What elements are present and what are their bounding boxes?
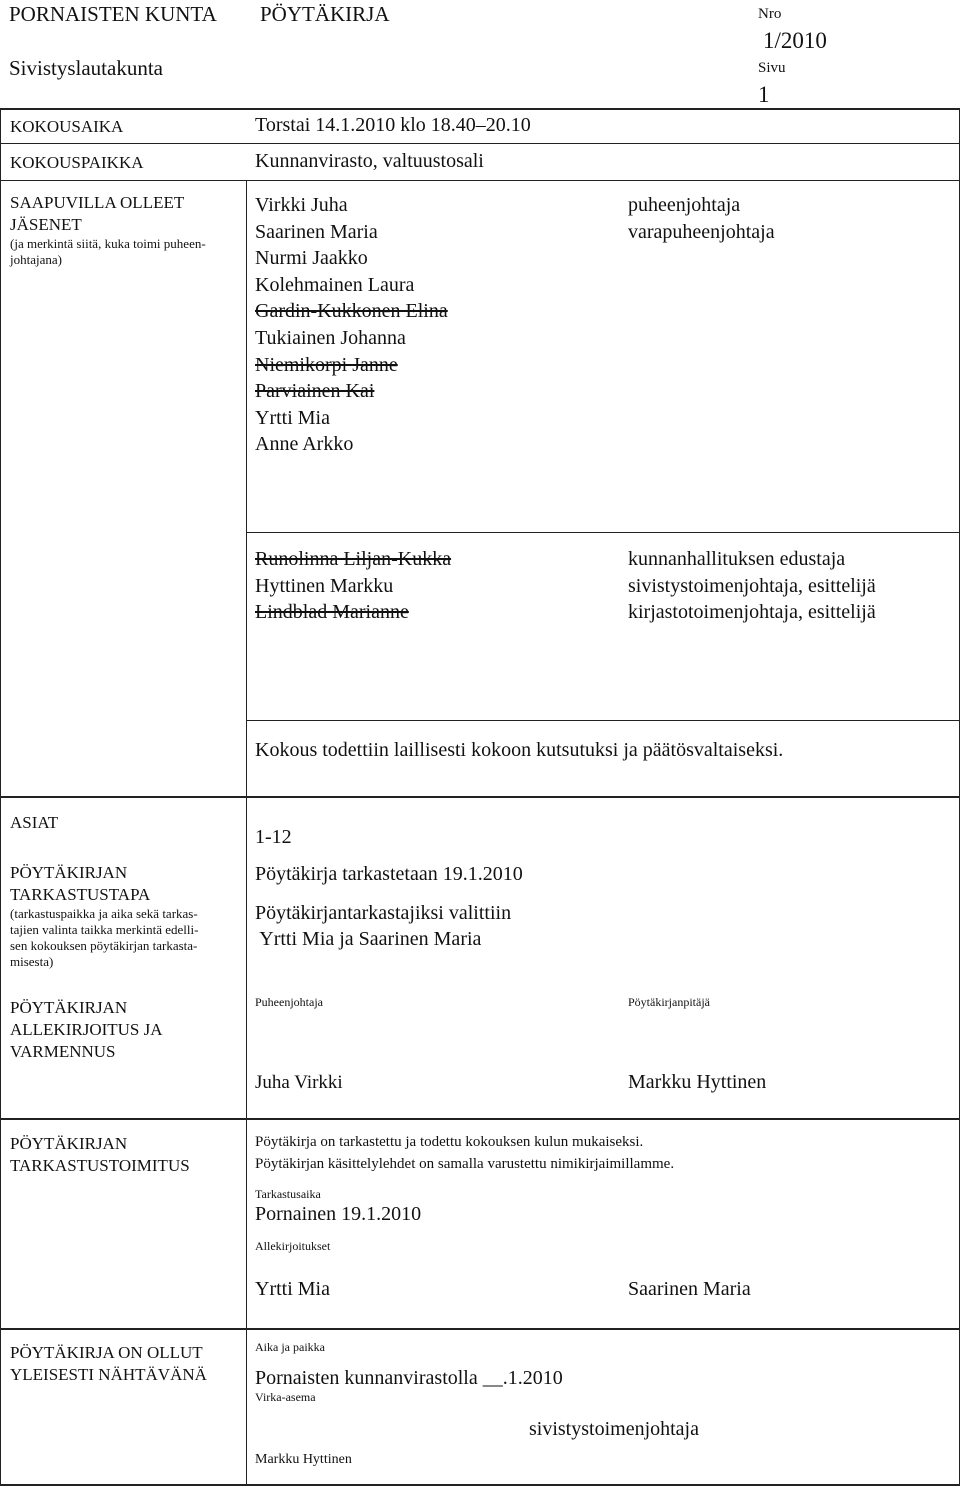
member-role <box>628 300 775 327</box>
nahtavana-signer: Markku Hyttinen <box>255 1452 352 1467</box>
divider-line <box>0 143 960 144</box>
member-name: Gardin-Kukkonen Elina <box>255 300 448 323</box>
attendee-role: kunnanhallituksen edustaja <box>628 548 846 570</box>
tarkastustapa-note: misesta) <box>10 954 54 969</box>
signer-name: Yrtti Mia <box>255 1278 330 1300</box>
signer-name: Saarinen Maria <box>628 1278 751 1300</box>
board-name: Sivistyslautakunta <box>9 56 163 80</box>
quorum-statement: Kokous todettiin laillisesti kokoon kutsutuksi ja päätösvaltaiseksi. <box>255 739 784 761</box>
tarkastustapa-date: Pöytäkirja tarkastetaan 19.1.2010 <box>255 863 523 885</box>
tarkastajat-names: Yrtti Mia ja Saarinen Maria <box>255 928 482 950</box>
attendee-name: Lindblad Marianne <box>255 601 409 624</box>
tarkastustapa-label: PÖYTÄKIRJAN <box>10 863 128 882</box>
kokousaika-value: Torstai 14.1.2010 klo 18.40–20.10 <box>255 114 531 136</box>
virka-asema-label: Virka-asema <box>255 1390 316 1404</box>
secretary-name: Markku Hyttinen <box>628 1071 767 1093</box>
secretary-title: Pöytäkirjanpitäjä <box>628 995 710 1009</box>
member-name: Kolehmainen Laura <box>255 273 415 296</box>
asiat-label: ASIAT <box>10 813 59 832</box>
member-role <box>628 380 775 407</box>
members-note: (ja merkintä siitä, kuka toimi puheen- <box>10 236 206 251</box>
nimikirjaimet-text: Pöytäkirjan käsittelylehdet on samalla varustettu nimikirjaimillamme. <box>255 1156 675 1172</box>
aika-paikka-label: Aika ja paikka <box>255 1340 325 1354</box>
member-role <box>628 433 775 460</box>
tarkastettu-text: Pöytäkirja on tarkastettu ja todettu kokouksen kulun mukaiseksi. <box>255 1134 644 1150</box>
kokousaika-label: KOKOUSAIKA <box>10 117 124 136</box>
divider-line <box>0 1328 960 1330</box>
tarkastusaika-value: Pornainen 19.1.2010 <box>255 1203 422 1225</box>
divider-line <box>0 108 1 1486</box>
kokouspaikka-value: Kunnanvirasto, valtuustosali <box>255 150 484 172</box>
nahtavana-label: YLEISESTI NÄHTÄVÄNÄ <box>10 1365 207 1384</box>
tarkastustoimitus-label: PÖYTÄKIRJAN <box>10 1134 128 1153</box>
divider-line <box>246 532 960 533</box>
doc-type: PÖYTÄKIRJA <box>260 2 390 26</box>
tarkastustapa-note: sen kokouksen pöytäkirjan tarkasta- <box>10 938 198 953</box>
divider-line <box>0 796 960 798</box>
tarkastustoimitus-label: TARKASTUSTOIMITUS <box>10 1156 190 1175</box>
member-role: puheenjohtaja <box>628 194 741 216</box>
asiat-value: 1-12 <box>255 826 292 848</box>
members-label: SAAPUVILLA OLLEET <box>10 193 185 212</box>
nro-value: 1/2010 <box>763 28 827 53</box>
member-name: Tukiainen Johanna <box>255 326 406 349</box>
member-name: Parviainen Kai <box>255 380 375 403</box>
allekirjoitus-label: VARMENNUS <box>10 1042 116 1061</box>
divider-line <box>0 108 960 110</box>
tarkastustapa-note: tajien valinta taikka merkintä edelli- <box>10 922 199 937</box>
tarkastajat-heading: Pöytäkirjantarkastajiksi valittiin <box>255 902 512 924</box>
members-label: JÄSENET <box>10 215 82 234</box>
member-name: Nurmi Jaakko <box>255 247 368 270</box>
org-name: PORNAISTEN KUNTA <box>9 2 217 26</box>
other-attendee-list <box>255 548 451 628</box>
attendee-role: sivistystoimenjohtaja, esittelijä <box>628 574 876 597</box>
member-role: varapuheenjohtaja <box>628 220 775 243</box>
attendee-name: Hyttinen Markku <box>255 574 394 597</box>
other-role-list <box>628 548 876 628</box>
member-role <box>628 327 775 354</box>
nro-label: Nro <box>758 6 782 22</box>
sivu-value: 1 <box>758 82 770 107</box>
divider-line <box>246 720 960 721</box>
sivu-label: Sivu <box>758 60 786 76</box>
divider-line <box>246 180 247 1486</box>
member-name-list <box>255 194 448 460</box>
member-role <box>628 274 775 301</box>
tarkastustapa-note: (tarkastuspaikka ja aika sekä tarkas- <box>10 906 198 921</box>
aika-paikka-value: Pornaisten kunnanvirastolla __.1.2010 <box>255 1367 563 1389</box>
chair-name: Juha Virkki <box>255 1072 343 1093</box>
member-name: Saarinen Maria <box>255 220 378 243</box>
divider-line <box>0 1118 960 1120</box>
member-role <box>628 354 775 381</box>
attendee-role: kirjastotoimenjohtaja, esittelijä <box>628 601 876 624</box>
member-name: Niemikorpi Janne <box>255 353 398 376</box>
tarkastustapa-label: TARKASTUSTAPA <box>10 885 151 904</box>
members-note: johtajana) <box>10 252 62 267</box>
chair-title: Puheenjohtaja <box>255 995 323 1009</box>
divider-line <box>0 180 960 181</box>
allekirjoitus-label: ALLEKIRJOITUS JA <box>10 1020 163 1039</box>
allekirjoitukset-label: Allekirjoitukset <box>255 1239 331 1253</box>
member-role <box>628 407 775 434</box>
member-role <box>628 247 775 274</box>
member-name: Anne Arkko <box>255 433 354 456</box>
attendee-name: Runolinna Liljan-Kukka <box>255 548 452 570</box>
kokouspaikka-label: KOKOUSPAIKKA <box>10 153 144 172</box>
tarkastusaika-label: Tarkastusaika <box>255 1187 321 1201</box>
virka-asema-value: sivistystoimenjohtaja <box>529 1418 699 1440</box>
member-name: Yrtti Mia <box>255 406 330 429</box>
member-name: Virkki Juha <box>255 194 348 216</box>
allekirjoitus-label: PÖYTÄKIRJAN <box>10 998 128 1017</box>
nahtavana-label: PÖYTÄKIRJA ON OLLUT <box>10 1343 203 1362</box>
member-role-list <box>628 194 775 460</box>
